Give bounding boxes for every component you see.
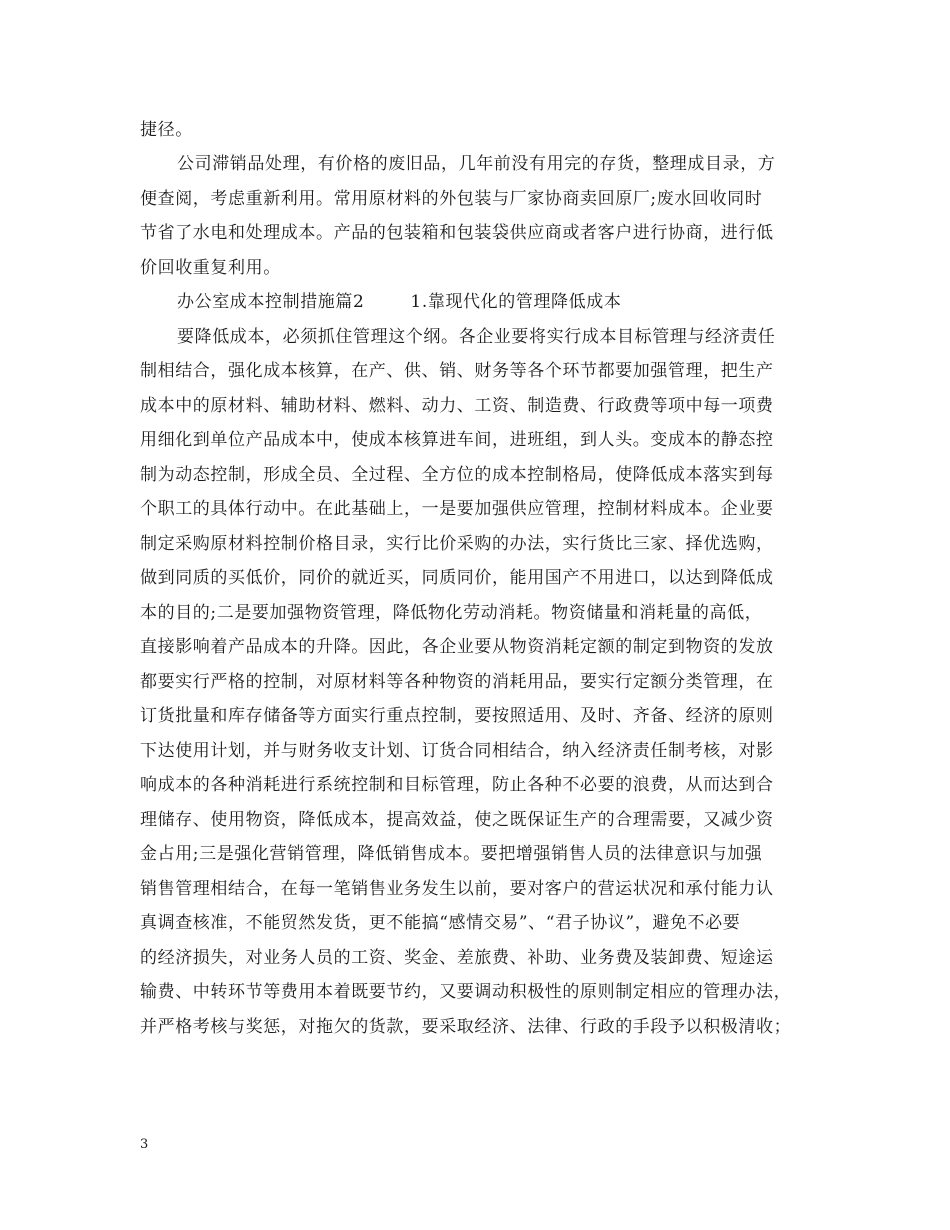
text-line: 并严格考核与奖惩，对拖欠的货款，要采取经济、法律、行政的手段予以积极清收； bbox=[140, 1017, 792, 1037]
text-line: 本的目的;二是要加强物资管理，降低物化劳动消耗。物资储量和消耗量的高低， bbox=[140, 603, 763, 623]
section-title: 办公室成本控制措施篇2 bbox=[177, 292, 365, 312]
text-line: 价回收重复利用。 bbox=[140, 258, 281, 278]
section-subtitle: 1.靠现代化的管理降低成本 bbox=[410, 292, 622, 312]
paragraph-first-line: 要降低成本，必须抓住管理这个纲。各企业要将实行成本目标管理与经济责任 bbox=[177, 327, 776, 347]
text-line: 输费、中转环节等费用本着既要节约，又要调动积极性的原则制定相应的管理办法， bbox=[140, 982, 792, 1002]
text-line: 制相结合，强化成本核算，在产、供、销、财务等各个环节都要加强管理，把生产 bbox=[140, 361, 774, 381]
text-line: 的经济损失，对业务人员的工资、奖金、差旅费、补助、业务费及装卸费、短途运 bbox=[140, 948, 774, 968]
text-line: 订货批量和库存储备等方面实行重点控制，要按照适用、及时、齐备、经济的原则 bbox=[140, 706, 774, 726]
text-line: 响成本的各种消耗进行系统控制和目标管理，防止各种不必要的浪费，从而达到合 bbox=[140, 775, 774, 795]
text-line: 捷径。 bbox=[140, 120, 193, 140]
text-line: 个职工的具体行动中。在此基础上，一是要加强供应管理，控制材料成本。企业要 bbox=[140, 499, 774, 519]
text-line: 销售管理相结合，在每一笔销售业务发生以前，要对客户的营运状况和承付能力认 bbox=[140, 879, 774, 899]
text-line: 便查阅，考虑重新利用。常用原材料的外包装与厂家协商卖回原厂;废水回收同时 bbox=[140, 189, 763, 209]
text-line: 制定采购原材料控制价格目录，实行比价采购的办法，实行货比三家、择优选购， bbox=[140, 534, 774, 554]
text-line: 金占用;三是强化营销管理，降低销售成本。要把增强销售人员的法律意识与加强 bbox=[140, 844, 763, 864]
text-line: 制为动态控制，形成全员、全过程、全方位的成本控制格局，使降低成本落实到每 bbox=[140, 465, 774, 485]
section-heading bbox=[177, 285, 857, 319]
text-line: 节省了水电和处理成本。产品的包装箱和包装袋供应商或者客户进行协商，进行低 bbox=[140, 223, 774, 243]
text-line: 直接影响着产品成本的升降。因此，各企业要从物资消耗定额的制定到物资的发放 bbox=[140, 637, 774, 657]
text-line: 成本中的原材料、辅助材料、燃料、动力、工资、制造费、行政费等项中每一项费 bbox=[140, 396, 774, 416]
text-line: 用细化到单位产品成本中，使成本核算进车间，进班组，到人头。变成本的静态控 bbox=[140, 430, 774, 450]
paragraph-first-line: 公司滞销品处理，有价格的废旧品，几年前没有用完的存货，整理成目录，方 bbox=[177, 154, 776, 174]
text-line: 下达使用计划，并与财务收支计划、订货合同相结合，纳入经济责任制考核，对影 bbox=[140, 741, 774, 761]
text-line: 都要实行严格的控制，对原材料等各种物资的消耗用品，要实行定额分类管理，在 bbox=[140, 672, 774, 692]
page-number: 3 bbox=[140, 1137, 149, 1152]
text-line: 真调查核准，不能贸然发货，更不能搞“感情交易”、“君子协议”，避免不必要 bbox=[140, 913, 741, 933]
text-line: 做到同质的买低价，同价的就近买，同质同价，能用国产不用进口，以达到降低成 bbox=[140, 568, 774, 588]
text-line: 理储存、使用物资，降低成本，提高效益，使之既保证生产的合理需要，又减少资 bbox=[140, 810, 774, 830]
